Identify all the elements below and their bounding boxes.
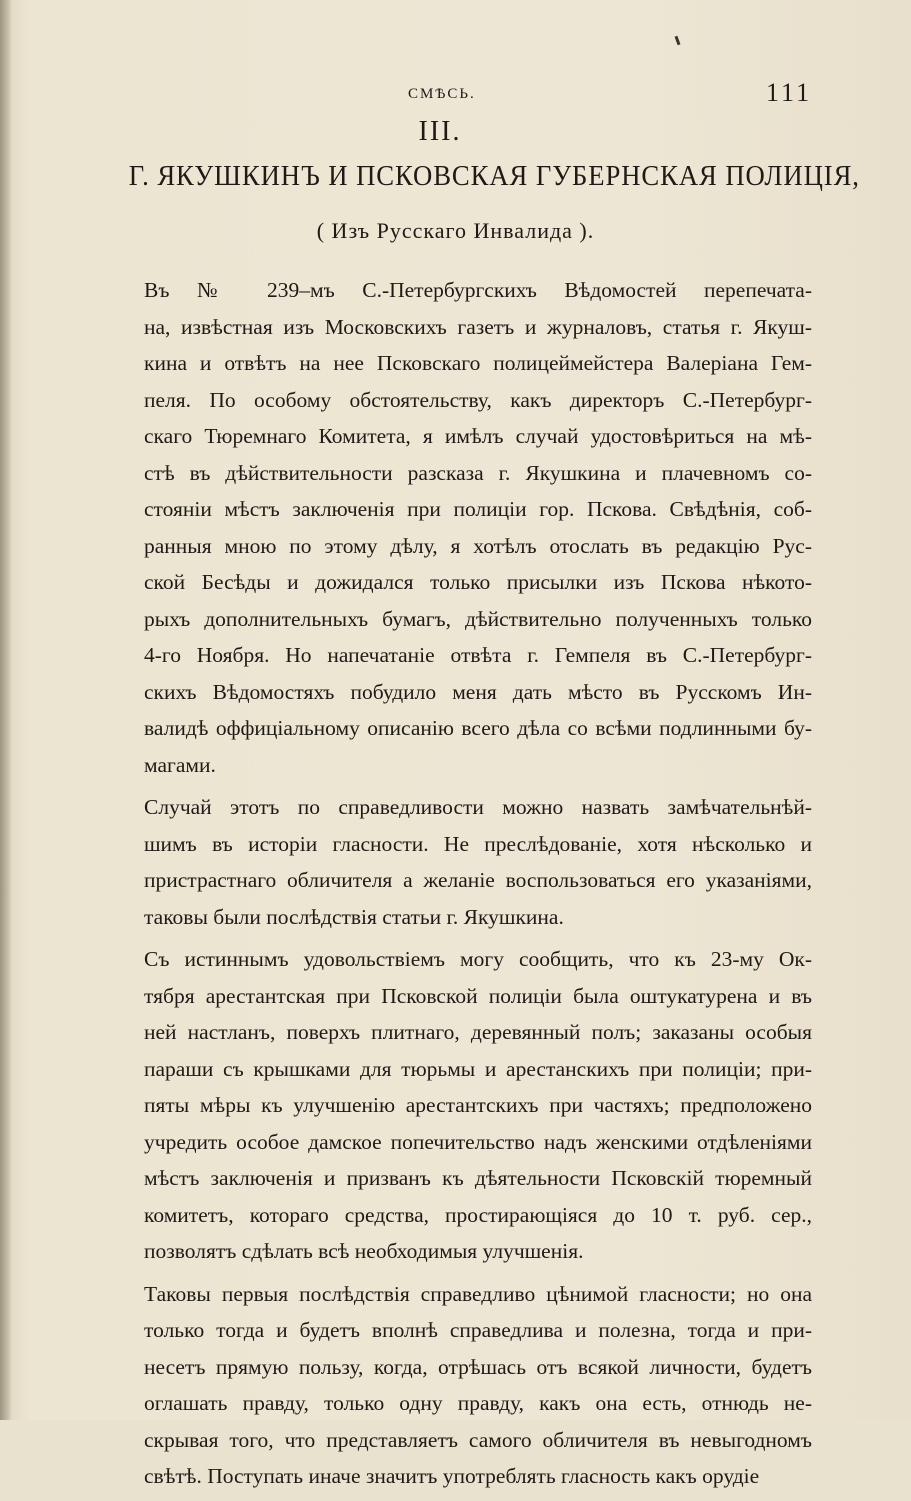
- text-line: рыхъ дополнительныхъ бумагъ, дѣйствительно полученныхъ только: [144, 606, 812, 631]
- text-line: стѣ въ дѣйствительности разсказа г. Якушкина и плачевномъ со-: [144, 460, 812, 485]
- text-line: пяты мѣры къ улучшенію арестантскихъ при частяхъ; предположено: [144, 1093, 812, 1117]
- paragraph: [144, 941, 812, 1270]
- paragraph: [144, 789, 812, 935]
- article-source: ( Изъ Русскаго Инвалида ).: [316, 218, 595, 243]
- text-line: скрывая того, что представляетъ самого обличителя въ невыгодномъ: [144, 1427, 812, 1452]
- text-line: валидѣ оффиціальному описанію всего дѣла со всѣми подлинными бу-: [144, 716, 812, 740]
- text-line: свѣтѣ. Поступать иначе значитъ употреблять гласность какъ орудіе: [144, 1464, 760, 1488]
- text-line: скаго Тюремнаго Комитета, я имѣлъ случай удостовѣриться на мѣ-: [144, 424, 812, 448]
- paragraph: [144, 272, 812, 783]
- text-line: на, извѣстная изъ Московскихъ газетъ и журналовъ, статья г. Якуш-: [144, 314, 812, 339]
- text-line: Случай этотъ по справедливости можно назвать замѣчательнѣй-: [144, 795, 812, 819]
- text-line: тября арестантская при Псковской полиціи была оштукатурена и въ: [144, 983, 812, 1008]
- text-line: Съ истиннымъ удовольствіемъ могу сообщить, что къ 23-му Ок-: [144, 947, 812, 971]
- running-head: СМѢСЬ.: [408, 86, 476, 102]
- text-line: Таковы первыя послѣдствія справедливо цѣнимой гласности; но она: [144, 1281, 812, 1306]
- text-line: ранныя мною по этому дѣлу, я хотѣлъ отослать въ редакцію Рус-: [144, 533, 812, 558]
- text-line: позволятъ сдѣлать всѣ необходимыя улучшенія.: [144, 1239, 584, 1263]
- page-number: 111: [766, 78, 813, 107]
- page-header: [0, 78, 911, 108]
- paragraph: [144, 1276, 812, 1495]
- text-line: 4-го Ноября. Но напечатаніе отвѣта г. Гемпеля въ С.-Петербург-: [144, 643, 812, 667]
- article-body: [144, 272, 812, 1501]
- text-line: ней настланъ, поверхъ плитнаго, деревянный полъ; заказаны особыя: [144, 1020, 812, 1044]
- text-line: скихъ Вѣдомостяхъ побудило меня дать мѣсто въ Русскомъ Ин-: [144, 679, 812, 704]
- text-line: комитетъ, котораго средства, простирающіяся до 10 т. руб. сер.,: [144, 1202, 812, 1227]
- text-line: шимъ въ исторіи гласности. Не преслѣдованіе, хотя нѣсколько и: [144, 831, 812, 856]
- text-line: кина и отвѣтъ на нее Псковскаго полицеймейстера Валеріана Гем-: [144, 351, 812, 375]
- article-title: Г. ЯКУШКИНЪ И ПСКОВСКАЯ ГУБЕРНСКАЯ ПОЛИЦІЯ,: [128, 160, 860, 192]
- text-line: пристрастнаго обличителя а желаніе воспользоваться его указаніями,: [144, 868, 812, 892]
- text-line: несетъ прямую пользу, когда, отрѣшась отъ всякой личности, будетъ: [144, 1354, 812, 1379]
- page-binding-edge: [0, 0, 12, 1420]
- text-line: таковы были послѣдствія статьи г. Якушкина.: [144, 904, 564, 929]
- text-line: учредить особое дамское попечительство надъ женскими отдѣленіями: [144, 1129, 812, 1154]
- text-line: только тогда и будетъ вполнѣ справедлива и полезна, тогда и при-: [144, 1318, 812, 1342]
- text-line: ской Бесѣды и дожидался только присылки изъ Пскова нѣкото-: [144, 570, 812, 594]
- text-line: мѣстъ заключенія и призванъ къ дѣятельности Псковскій тюремный: [144, 1166, 812, 1190]
- text-line: параши съ крышками для тюрьмы и арестанскихъ при полиціи; при-: [144, 1056, 812, 1081]
- text-line: оглашать правду, только одну правду, какъ она есть, отнюдь не-: [144, 1391, 812, 1415]
- text-line: стояніи мѣстъ заключенія при полиціи гор. Пскова. Свѣдѣнія, соб-: [144, 497, 812, 521]
- text-line: пеля. По особому обстоятельству, какъ директоръ С.-Петербург-: [144, 387, 812, 412]
- text-line: магами.: [144, 752, 216, 777]
- section-number: III.: [418, 116, 462, 147]
- text-line: Въ № 239–мъ С.-Петербургскихъ Вѣдомостей перепечата-: [144, 278, 812, 302]
